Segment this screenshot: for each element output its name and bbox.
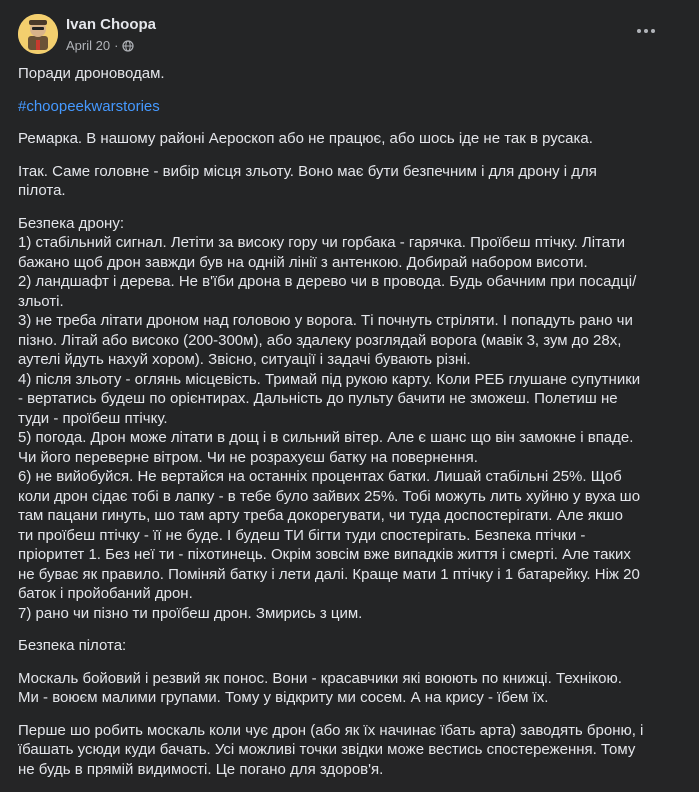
- more-options-icon[interactable]: [626, 16, 666, 46]
- post-meta: [66, 38, 134, 53]
- author-name[interactable]: Ivan Choopa: [66, 16, 157, 33]
- post-date[interactable]: April 20: [66, 38, 111, 53]
- paragraph-main: Ітак. Саме головне - вибір місця зльоту. Воно має бути безпечним і для дрону і для пілота.: [18, 162, 597, 199]
- hashtag-link[interactable]: #choopeekwarstories: [18, 97, 160, 115]
- paragraph-pilot-2: Перше шо робить москаль коли чує дрон (або як їх начинає їбать арта) заводять броню, і їбашать усюди куди бачать. Усі можливі точки звідки може вестись спостереження. Тому не будь в прямій видимості. Це погано для здоров'я.: [18, 721, 644, 778]
- paragraph-hashtag: [18, 97, 682, 117]
- paragraph-drone-safety: Безпека дрону: 1) стабільний сигнал. Летіти за високу гору чи горбака - гарячка. Проїбеш птічку. Літати бажано щоб дрон завжди був на одній лінії з антенкою. Добирай набором висоти. 2) ландшафт і дерева. Не в'їби дрона в дерево чи в провода. Будь обачним при посадці/ зльоті. 3) не треба літати дроном над головою у ворога. Ті почнуть стріляти. І попадуть рано чи пізно. Літай або високо (200-300м), або здалеку розглядай ворога (мавік 3, зум до 28х, аутелі йдуть нахуй хором). Звісно, ситуації і задачі бувають різні. 4) після зльоту - оглянь місцевість. Тримай під рукою карту. Коли РЕБ глушане супутники - вертатись будеш по орієнтирах. Дальність до пульту бачити не зможеш. Полетиш не туди - проїбеш птічку. 5) погода. Дрон може літати в дощ і в сильний вітер. Але є шанс що він замокне і впаде. Чи його переверне вітром. Чи не розрахуєш батку на повернення. 6) не вийобуйся. Не вертайся на останніх процентах батки. Лишай стабільні 25%. Щоб коли дрон сідає тобі в лапку - в тебе було зайвих 25%. Тобі можуть лить хуйню у вуха шо там пацани гинуть, шо там арту треба докорегувати, чи туда доспостерігати. Але якшо ти проїбеш птічку - її не буде. І будеш ТИ бігти туди спостерігать. Безпека птічки - пріоритет 1. Без неї ти - піхотинець. Окрім зовсім вже випадків життя і смерті. Але таких не буває як правило. Поміняй батку і лети далі. Краще мати 1 птічку і 1 батарейку. Ніж 20 баток і пройобаний дрон. 7) рано чи пізно ти проїбеш дрон. Змирись з цим.: [18, 214, 641, 622]
- paragraph-intro: Поради дроноводам.: [18, 65, 165, 82]
- meta-separator: ·: [114, 38, 119, 53]
- avatar-illustration: [18, 14, 58, 54]
- post-header: [18, 12, 678, 56]
- post-body: [18, 64, 682, 792]
- paragraph-pilot-1: Москаль бойовий і резвий як понос. Вони - красавчики які воюють по книжці. Технікою. Ми - воюєм малими групами. Тому у відкриту ми сосем. А на крису - їбем їх.: [18, 669, 622, 706]
- paragraph-remark: Ремарка. В нашому районі Аероскоп або не працює, або шось іде не так в русака.: [18, 130, 593, 147]
- author-avatar[interactable]: [18, 14, 58, 54]
- paragraph-pilot-safety-heading: Безпека пілота:: [18, 637, 127, 654]
- globe-icon: [122, 40, 134, 52]
